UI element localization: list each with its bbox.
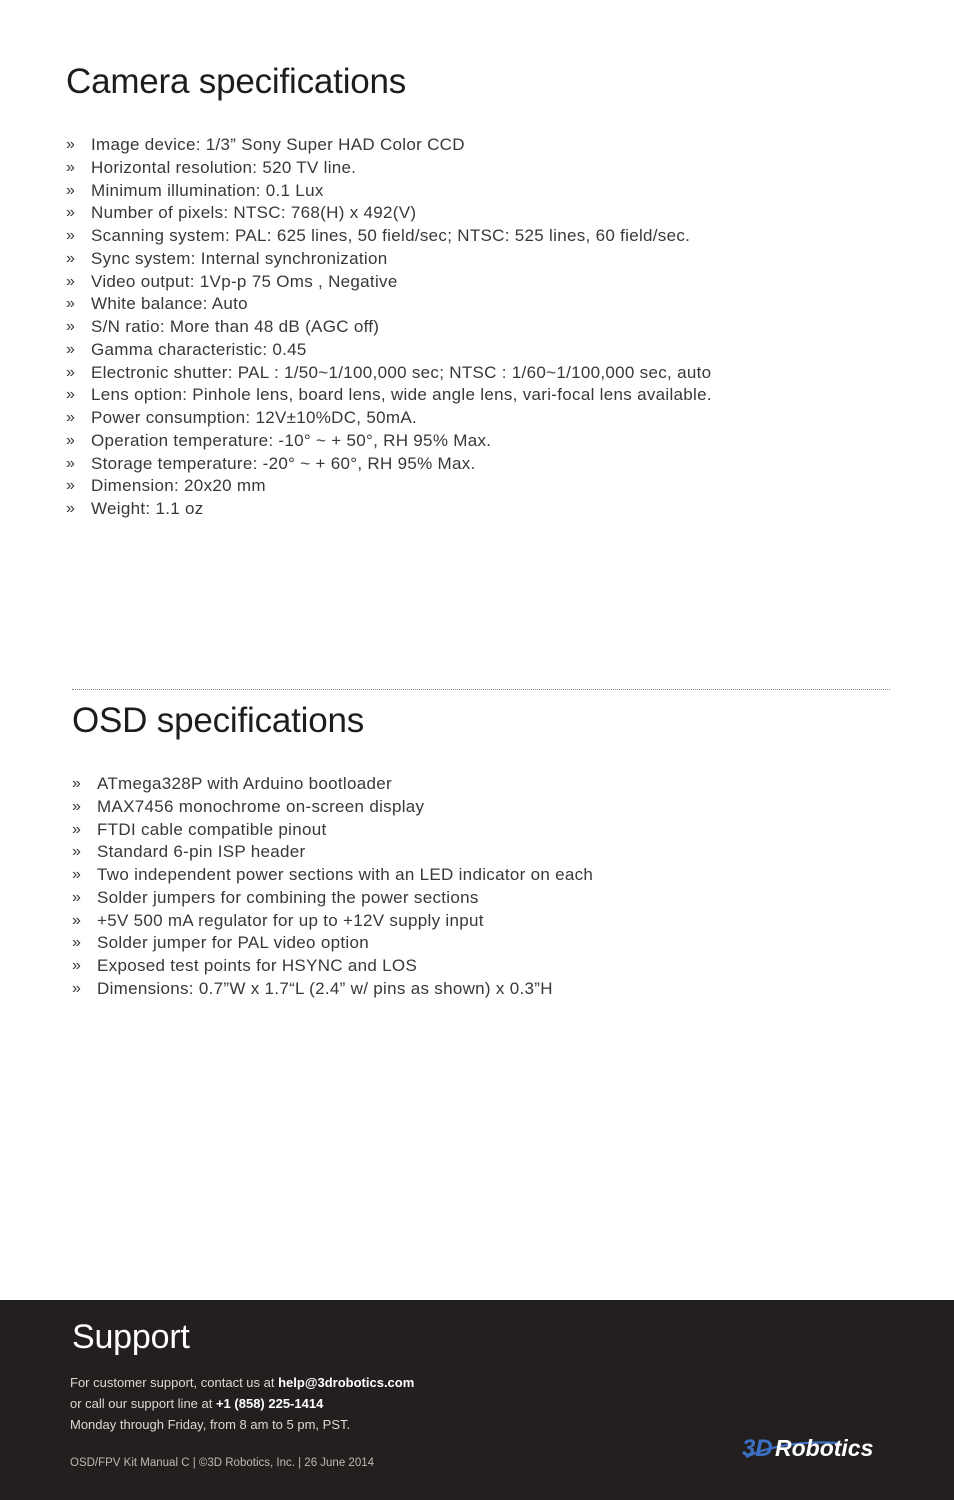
support-email-line xyxy=(70,1372,414,1393)
camera-spec-text: Minimum illumination: 0.1 Lux xyxy=(91,180,324,200)
bullet-marker: » xyxy=(66,204,76,222)
osd-spec-text: Standard 6-pin ISP header xyxy=(97,842,306,862)
camera-spec-text: Dimension: 20x20 mm xyxy=(91,476,266,496)
camera-spec-text: Gamma characteristic: 0.45 xyxy=(91,339,307,359)
osd-spec-item xyxy=(72,887,954,910)
camera-spec-item xyxy=(66,157,954,180)
camera-spec-item xyxy=(66,384,954,407)
camera-specifications-title: Camera specifications xyxy=(66,62,407,101)
bullet-marker: » xyxy=(72,820,82,838)
osd-spec-text: Dimensions: 0.7”W x 1.7“L (2.4” w/ pins as shown) x 0.3”H xyxy=(97,978,553,998)
bullet-marker: » xyxy=(66,181,76,199)
bullet-marker: » xyxy=(66,386,76,404)
bullet-marker: » xyxy=(72,797,82,815)
bullet-marker: » xyxy=(72,866,82,883)
bullet-marker: » xyxy=(66,227,76,244)
osd-spec-item xyxy=(72,864,954,887)
3d-robotics-logo xyxy=(742,1430,892,1464)
bullet-marker: » xyxy=(66,477,76,495)
bullet-marker: » xyxy=(66,500,76,517)
camera-spec-text: Lens option: Pinhole lens, board lens, wide angle lens, vari-focal lens available. xyxy=(91,385,712,405)
bullet-marker: » xyxy=(72,934,82,952)
logo-wordmark: Robotics xyxy=(775,1435,874,1461)
camera-spec-text: White balance: Auto xyxy=(91,294,248,314)
camera-spec-text: Scanning system: PAL: 625 lines, 50 field/sec; NTSC: 525 lines, 60 field/sec. xyxy=(91,226,691,245)
osd-specifications-title: OSD specifications xyxy=(72,701,365,740)
camera-spec-text: Power consumption: 12V±10%DC, 50mA. xyxy=(91,408,417,427)
camera-spec-item xyxy=(66,498,954,521)
bullet-marker: » xyxy=(72,888,82,906)
camera-spec-list xyxy=(66,134,954,521)
support-phone-number[interactable]: +1 (858) 225-1414 xyxy=(215,1396,324,1411)
camera-spec-item xyxy=(66,202,954,225)
camera-specifications-section xyxy=(66,62,954,521)
camera-spec-text: S/N ratio: More than 48 dB (AGC off) xyxy=(91,317,380,336)
camera-spec-text: Weight: 1.1 oz xyxy=(91,499,204,518)
osd-spec-list xyxy=(72,773,954,1001)
camera-spec-item xyxy=(66,271,954,294)
camera-spec-text: Image device: 1/3” Sony Super HAD Color CCD xyxy=(91,135,465,154)
camera-spec-item xyxy=(66,453,954,476)
osd-specifications-section xyxy=(72,701,954,1001)
camera-spec-item xyxy=(66,293,954,316)
support-hours: Monday through Friday, from 8 am to 5 pm, PST. xyxy=(70,1417,351,1432)
camera-spec-item xyxy=(66,225,954,248)
osd-spec-item xyxy=(72,796,954,819)
camera-spec-text: Number of pixels: NTSC: 768(H) x 492(V) xyxy=(91,203,417,223)
osd-spec-item xyxy=(72,773,954,796)
osd-spec-text: Exposed test points for HSYNC and LOS xyxy=(97,956,418,975)
camera-spec-text: Sync system: Internal synchronization xyxy=(91,248,388,268)
support-phone-prefix: or call our support line at xyxy=(70,1396,216,1411)
osd-spec-text: MAX7456 monochrome on-screen display xyxy=(97,796,425,816)
support-phone-line xyxy=(70,1393,414,1414)
camera-spec-item xyxy=(66,362,954,385)
bullet-marker: » xyxy=(66,272,76,290)
bullet-marker: » xyxy=(66,136,76,153)
support-title: Support xyxy=(72,1318,190,1356)
camera-spec-item xyxy=(66,339,954,362)
osd-spec-item xyxy=(72,910,954,933)
bullet-marker: » xyxy=(72,775,82,792)
bullet-marker: » xyxy=(66,318,76,335)
bullet-marker: » xyxy=(66,431,76,449)
camera-spec-text: Storage temperature: -20° ~ + 60°, RH 95% Max. xyxy=(91,453,476,473)
osd-spec-item xyxy=(72,932,954,955)
camera-spec-item xyxy=(66,475,954,498)
bullet-marker: » xyxy=(66,295,76,313)
osd-spec-item xyxy=(72,978,954,1001)
osd-spec-text: +5V 500 mA regulator for up to +12V supply input xyxy=(97,910,484,930)
osd-spec-text: Solder jumper for PAL video option xyxy=(97,933,369,953)
osd-spec-text: Solder jumpers for combining the power sections xyxy=(97,887,479,907)
camera-spec-item xyxy=(66,248,954,271)
bullet-marker: » xyxy=(66,363,76,381)
camera-spec-item xyxy=(66,316,954,339)
bullet-marker: » xyxy=(66,340,76,358)
osd-spec-item xyxy=(72,955,954,978)
osd-spec-text: FTDI cable compatible pinout xyxy=(97,819,327,839)
logo-3d-mark: 3D xyxy=(742,1435,773,1462)
camera-spec-text: Video output: 1Vp-p 75 Oms , Negative xyxy=(91,271,398,291)
bullet-marker: » xyxy=(66,454,76,472)
support-email-prefix: For customer support, contact us at xyxy=(70,1375,279,1390)
osd-spec-text: ATmega328P with Arduino bootloader xyxy=(97,774,392,793)
camera-spec-item xyxy=(66,430,954,453)
camera-spec-text: Horizontal resolution: 520 TV line. xyxy=(91,157,357,177)
camera-spec-item xyxy=(66,407,954,430)
footer-document-info: OSD/FPV Kit Manual C | ©3D Robotics, Inc. | 26 June 2014 xyxy=(70,1457,375,1469)
camera-spec-item xyxy=(66,180,954,203)
osd-spec-item xyxy=(72,841,954,864)
bullet-marker: » xyxy=(72,843,82,861)
bullet-marker: » xyxy=(66,249,76,267)
support-footer xyxy=(0,1300,954,1500)
osd-spec-text: Two independent power sections with an LED indicator on each xyxy=(97,865,594,884)
bullet-marker: » xyxy=(72,957,82,974)
bullet-marker: » xyxy=(66,409,76,426)
camera-spec-text: Operation temperature: -10° ~ + 50°, RH 95% Max. xyxy=(91,430,492,450)
bullet-marker: » xyxy=(72,911,82,929)
osd-spec-item xyxy=(72,819,954,842)
camera-spec-item xyxy=(66,134,954,157)
section-divider xyxy=(72,689,890,690)
support-email-link[interactable]: help@3drobotics.com xyxy=(278,1375,415,1390)
bullet-marker: » xyxy=(72,979,82,997)
camera-spec-text: Electronic shutter: PAL : 1/50~1/100,000 sec; NTSC : 1/60~1/100,000 sec, auto xyxy=(91,362,712,382)
bullet-marker: » xyxy=(66,158,76,176)
support-contact-text xyxy=(70,1372,414,1435)
